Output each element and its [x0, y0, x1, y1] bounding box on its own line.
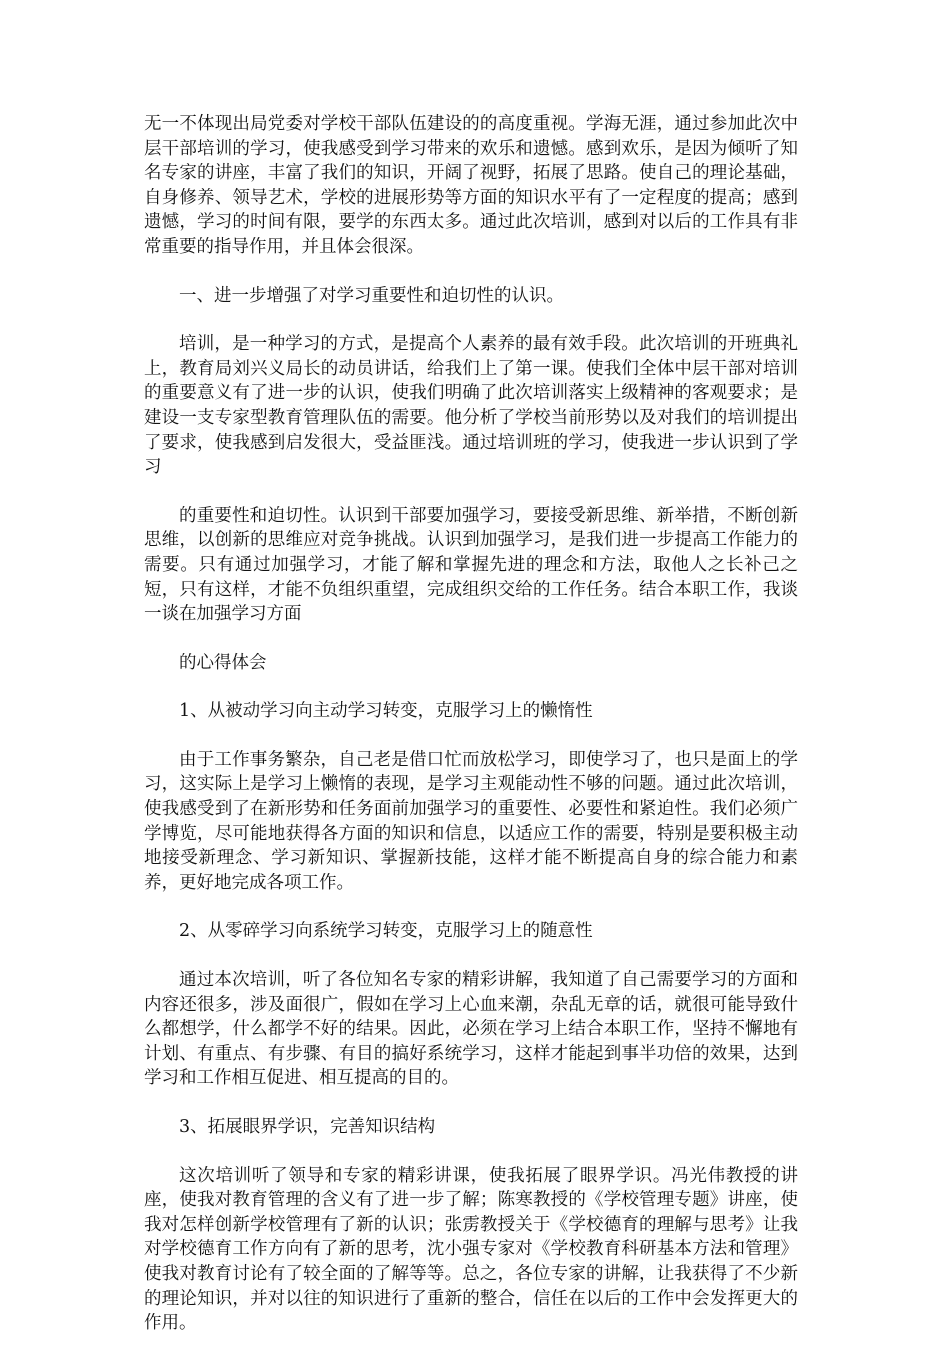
- paragraph-training: 培训，是一种学习的方式，是提高个人素养的最有效手段。此次培训的开班典礼上，教育局刘兴义局长的动员讲话，给我们上了第一课。使我们全体中层干部对培训的重要意义有了进一步的认识，使我们明确了此次培训落实上级精神的客观要求；是建设一支专家型教育管理队伍的需要。他分析了学校当前形势以及对我们的培训提出了要求，使我感到启发很大，受益匪浅。通过培训班的学习，使我进一步认识到了学习: [144, 334, 798, 478]
- paragraph-broaden-knowledge: 这次培训听了领导和专家的精彩讲课，使我拓展了眼界学识。冯光伟教授的讲座，使我对教育管理的含义有了进一步了解；陈寒教授的《学校管理专题》讲座，使我对怎样创新学校管理有了新的认识；张雳教授关于《学校德育的理解与思考》让我对学校德育工作方向有了新的思考，沈小强专家对《学校教育科研基本方法和管理》使我对教育讨论有了较全面的了解等等。总之，各位专家的讲解，让我获得了不少新的理论知识，并对以往的知识进行了重新的整合，信任在以后的工作中会发挥更大的作用。: [144, 1165, 798, 1334]
- paragraph-intro: 无一不体现出局党委对学校干部队伍建设的的高度重视。学海无涯，通过参加此次中层干部培训的学习，使我感受到学习带来的欢乐和遗憾。感到欢乐，是因为倾听了知名专家的讲座，丰富了我们的知识，开阔了视野，拓展了思路。使自己的理论基础，自身修养、领导艺术，学校的进展形势等方面的知识水平有了一定程度的提高；感到遗憾，学习的时间有限，要学的东西太多。通过此次培训，感到对以后的工作具有非常重要的指导作用，并且体会很深。: [144, 114, 798, 257]
- subheading-1: 1、从被动学习向主动学习转变，克服学习上的懒惰性: [179, 701, 593, 722]
- subheading-2: 2、从零碎学习向系统学习转变，克服学习上的随意性: [179, 921, 593, 942]
- paragraph-active-learning: 由于工作事务繁杂，自己老是借口忙而放松学习，即使学习了，也只是面上的学习，这实际上是学习上懒惰的表现，是学习主观能动性不够的问题。通过此次培训，使我感受到了在新形势和任务面前加强学习的重要性、必要性和紧迫性。我们必须广学博览，尽可能地获得各方面的知识和信息，以适应工作的需要，特别是要积极主动地接受新理念、学习新知识、掌握新技能，这样才能不断提高自身的综合能力和素养，更好地完成各项工作。: [144, 749, 798, 893]
- document-page: [144, 112, 798, 1360]
- paragraph-importance: 的重要性和迫切性。认识到干部要加强学习，要接受新思维、新举措，不断创新思维，以创新的思维应对竞争挑战。认识到加强学习，是我们进一步提高工作能力的需要。只有通过加强学习，才能了解和掌握先进的理念和方法，取他人之长补己之短，只有这样，才能不负组织重望，完成组织交给的工作任务。结合本职工作，我谈一谈在加强学习方面: [144, 505, 798, 625]
- paragraph-systematic-learning: 通过本次培训，听了各位知名专家的精彩讲解，我知道了自己需要学习的方面和内容还很多，涉及面很广，假如在学习上心血来潮，杂乱无章的话，就很可能导致什么都想学，什么都学不好的结果。因此，必须在学习上结合本职工作，坚持不懈地有计划、有重点、有步骤、有目的搞好系统学习，这样才能起到事半功倍的效果，达到学习和工作相互促进、相互提高的目的。: [144, 970, 798, 1089]
- subheading-3: 3、拓展眼界学识，完善知识结构: [179, 1117, 436, 1137]
- paragraph-experience: 的心得体会: [179, 652, 267, 673]
- section-heading-1: 一、进一步增强了对学习重要性和迫切性的认识。: [179, 285, 564, 306]
